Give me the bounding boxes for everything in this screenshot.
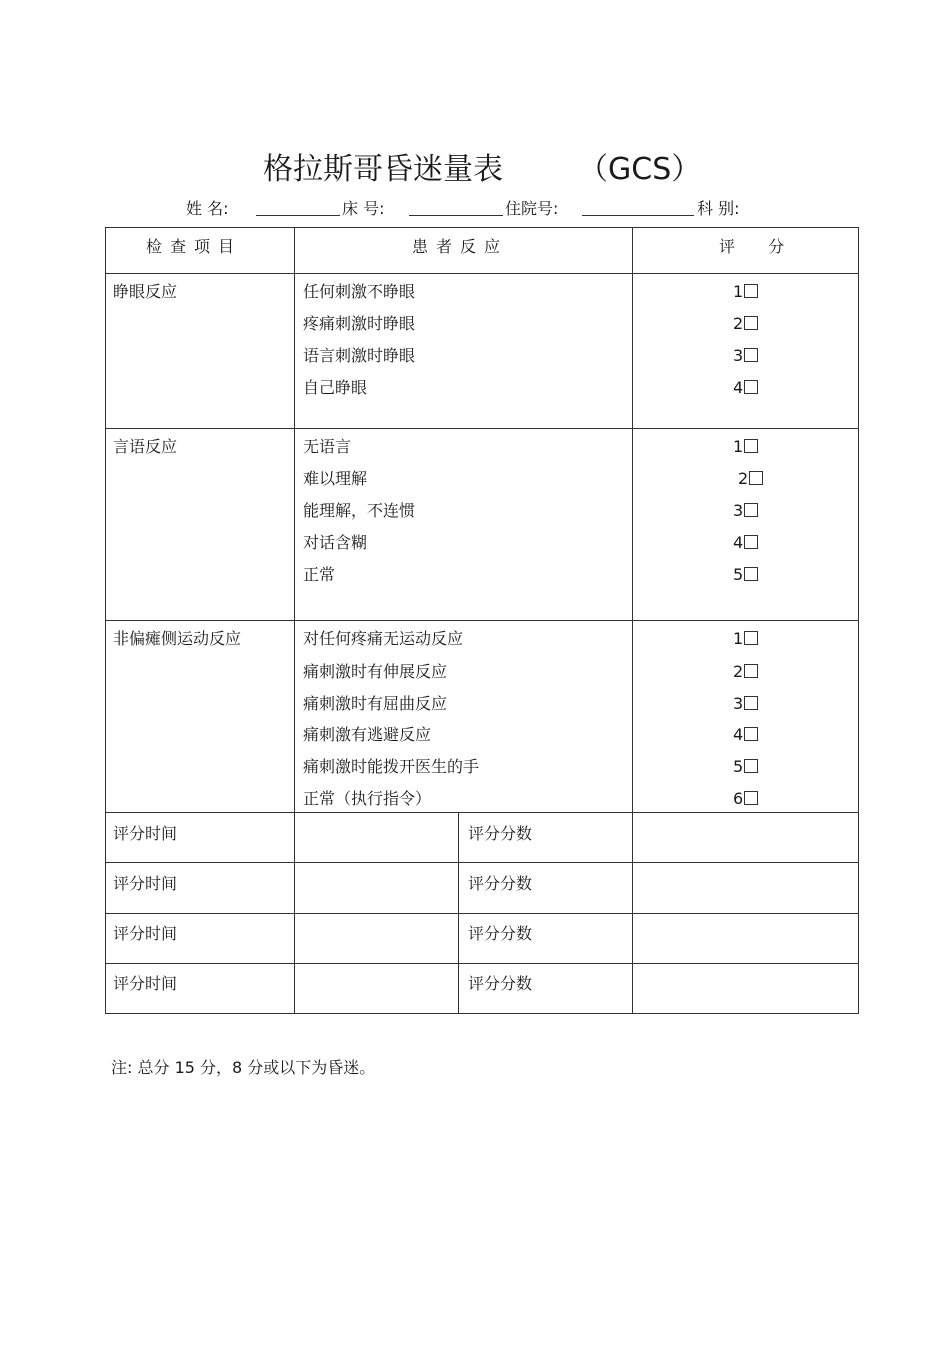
row-divider bbox=[106, 273, 858, 274]
row-divider bbox=[106, 620, 858, 621]
score-option[interactable]: 2 bbox=[733, 662, 758, 682]
col-divider bbox=[458, 812, 459, 1013]
hospital-no-field[interactable] bbox=[582, 215, 694, 216]
name-label: 姓 名: bbox=[186, 199, 229, 218]
score-option[interactable]: 3 bbox=[733, 694, 758, 714]
checkbox[interactable] bbox=[744, 348, 758, 362]
record-score-label: 评分分数 bbox=[468, 924, 533, 943]
row-divider bbox=[106, 913, 858, 914]
checkbox[interactable] bbox=[744, 439, 758, 453]
header-score: 评 分 bbox=[719, 237, 799, 256]
row-divider bbox=[106, 428, 858, 429]
response-text: 正常（执行指令） bbox=[303, 789, 432, 808]
response-text: 能理解，不连惯 bbox=[303, 501, 416, 520]
hospital-no-label: 住院号: bbox=[505, 199, 559, 218]
response-text: 对任何疼痛无运动反应 bbox=[303, 629, 464, 648]
score-option[interactable]: 2 bbox=[733, 314, 758, 334]
score-option[interactable]: 4 bbox=[733, 378, 758, 398]
bed-field[interactable] bbox=[409, 215, 503, 216]
record-time-label: 评分时间 bbox=[113, 974, 178, 993]
checkbox[interactable] bbox=[744, 696, 758, 710]
score-option[interactable]: 4 bbox=[733, 533, 758, 553]
record-score-label: 评分分数 bbox=[468, 974, 533, 993]
score-option[interactable]: 1 bbox=[733, 437, 758, 457]
response-text: 任何刺激不睁眼 bbox=[303, 282, 416, 301]
header-item: 检查项目 bbox=[146, 237, 243, 256]
document-title bbox=[0, 140, 950, 190]
checkbox[interactable] bbox=[744, 631, 758, 645]
section-label-eye: 睁眼反应 bbox=[113, 282, 178, 301]
checkbox[interactable] bbox=[744, 535, 758, 549]
response-text: 痛刺激时能拨开医生的手 bbox=[303, 757, 480, 776]
checkbox[interactable] bbox=[744, 503, 758, 517]
record-time-label: 评分时间 bbox=[113, 824, 178, 843]
dept-label: 科 别: bbox=[697, 199, 740, 218]
response-text: 语言刺激时睁眼 bbox=[303, 346, 416, 365]
response-text: 正常 bbox=[303, 565, 336, 584]
bed-label: 床 号: bbox=[342, 199, 385, 218]
response-text: 痛刺激有逃避反应 bbox=[303, 725, 432, 744]
score-option[interactable]: 1 bbox=[733, 629, 758, 649]
checkbox[interactable] bbox=[744, 316, 758, 330]
checkbox[interactable] bbox=[744, 727, 758, 741]
col-divider bbox=[632, 228, 633, 1013]
checkbox[interactable] bbox=[749, 471, 763, 485]
score-option[interactable]: 6 bbox=[733, 789, 758, 809]
name-field[interactable] bbox=[256, 215, 340, 216]
response-text: 疼痛刺激时睁眼 bbox=[303, 314, 416, 333]
record-time-label: 评分时间 bbox=[113, 874, 178, 893]
record-time-label: 评分时间 bbox=[113, 924, 178, 943]
record-score-label: 评分分数 bbox=[468, 874, 533, 893]
response-text: 难以理解 bbox=[303, 469, 368, 488]
score-option[interactable]: 5 bbox=[733, 757, 758, 777]
response-text: 对话含糊 bbox=[303, 533, 368, 552]
score-option[interactable]: 3 bbox=[733, 346, 758, 366]
response-text: 痛刺激时有屈曲反应 bbox=[303, 694, 448, 713]
score-option[interactable]: 5 bbox=[733, 565, 758, 585]
checkbox[interactable] bbox=[744, 791, 758, 805]
checkbox[interactable] bbox=[744, 664, 758, 678]
checkbox[interactable] bbox=[744, 759, 758, 773]
footnote: 注: 总分 15 分，8 分或以下为昏迷。 bbox=[111, 1058, 376, 1077]
patient-info-row bbox=[0, 194, 950, 220]
score-option[interactable]: 1 bbox=[733, 282, 758, 302]
section-label-motor: 非偏瘫侧运动反应 bbox=[113, 629, 242, 648]
score-option[interactable]: 3 bbox=[733, 501, 758, 521]
row-divider bbox=[106, 812, 858, 813]
score-option[interactable]: 2 bbox=[738, 469, 763, 489]
section-label-verbal: 言语反应 bbox=[113, 437, 178, 456]
score-option[interactable]: 4 bbox=[733, 725, 758, 745]
row-divider bbox=[106, 862, 858, 863]
col-divider bbox=[294, 228, 295, 1013]
checkbox[interactable] bbox=[744, 567, 758, 581]
title-code: （GCS） bbox=[578, 152, 702, 187]
checkbox[interactable] bbox=[744, 380, 758, 394]
response-text: 自己睁眼 bbox=[303, 378, 368, 397]
header-response: 患者反应 bbox=[412, 237, 509, 256]
response-text: 痛刺激时有伸展反应 bbox=[303, 662, 448, 681]
checkbox[interactable] bbox=[744, 284, 758, 298]
title-main: 格拉斯哥昏迷量表 bbox=[263, 152, 503, 187]
record-score-label: 评分分数 bbox=[468, 824, 533, 843]
gcs-table bbox=[105, 227, 859, 1014]
row-divider bbox=[106, 963, 858, 964]
response-text: 无语言 bbox=[303, 437, 352, 456]
